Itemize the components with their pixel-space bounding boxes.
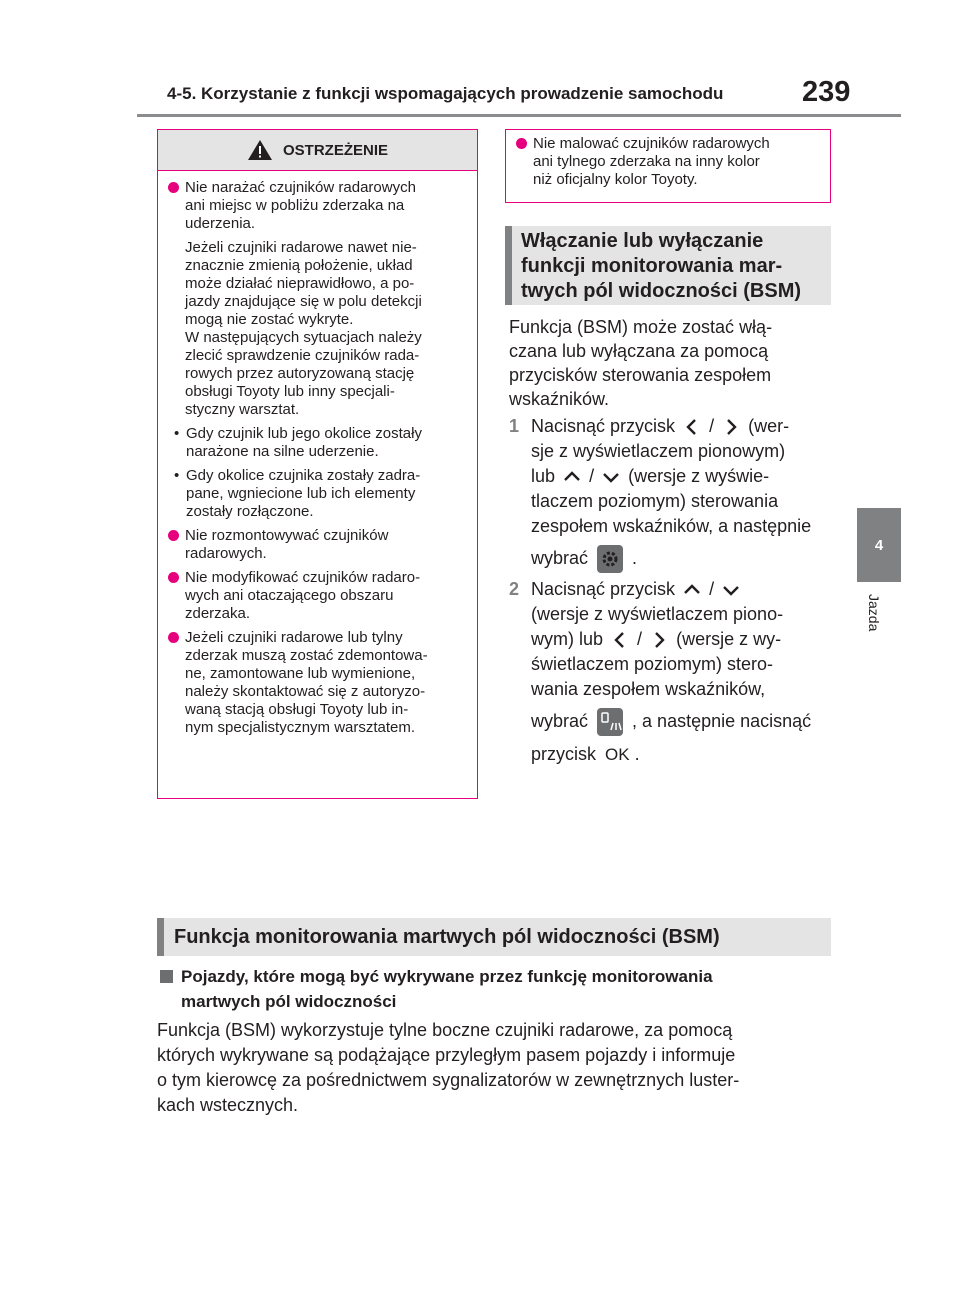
header-divider [137, 114, 901, 117]
running-header: 4-5. Korzystanie z funkcji wspomagających prowadzenie samochodu [167, 84, 724, 103]
warning-sub-item: • Gdy okolice czujnika zostały zadra- pane, wgniecione lub ich elementy zostały rozłączone. [174, 467, 421, 520]
chapter-tab: 4 [857, 508, 901, 582]
warning-header [158, 130, 477, 171]
bullet-dot-icon [168, 632, 179, 643]
bsm-display-icon [597, 708, 623, 736]
chevron-right-icon [722, 418, 740, 436]
warning-triangle-icon [247, 139, 273, 161]
section-heading-bsm-toggle: Włączanie lub wyłączanie funkcji monitorowania mar- twych pól widoczności (BSM) [505, 226, 831, 305]
chapter-label: Jazda [866, 594, 882, 632]
warning-body [158, 171, 477, 737]
chevron-left-icon [683, 418, 701, 436]
step-1: 1 Nacisnąć przycisk / (wer- sje z wyświetlaczem pionowym) lub / (wersje z wyświe- tlaczem poziomym) sterowania zespołem wskaźników, a następnie wybrać . [509, 414, 839, 573]
section-intro: Funkcja (BSM) może zostać włą- czana lub wyłączana za pomocą przycisków sterowania zespołem wskaźników. [509, 317, 773, 409]
step-number: 1 [509, 416, 520, 436]
warning-item: Nie malować czujników radarowych ani tylnego zderzaka na inny kolor niż oficjalny kolor Toyoty. [516, 135, 820, 189]
page-number: 239 [802, 76, 851, 108]
chevron-down-icon [722, 581, 740, 599]
bullet-dot-icon [168, 182, 179, 193]
subsection-heading: Pojazdy, które mogą być wykrywane przez funkcję monitorowania martwych pól widoczności [160, 964, 830, 1014]
warning-item: Nie modyfikować czujników radaro- wych ani otaczającego obszaru zderzaka. [168, 569, 467, 623]
chevron-up-icon [683, 581, 701, 599]
chevron-up-icon [563, 468, 581, 486]
chevron-left-icon [611, 631, 629, 649]
body-paragraph: Funkcja (BSM) wykorzystuje tylne boczne czujniki radarowe, za pomocą których wykrywane są podążające przyległym pasem pojazdy i informuje o tym kierowcę za pośrednictwem sygnalizatorów w zewnętrznych luster- kach wstecznych. [157, 1020, 740, 1115]
step-number: 2 [509, 579, 520, 599]
warning-continuation-box [505, 129, 831, 203]
warning-item: Nie narażać czujników radarowych ani miejsc w pobliżu zderzaka na uderzenia. [168, 179, 467, 233]
warning-item: Nie rozmontowywać czujników radarowych. [168, 527, 467, 563]
settings-gear-icon [597, 545, 623, 573]
warning-item: Jeżeli czujniki radarowe lub tylny zderzak muszą zostać zdemontowa- ne, zamontowane lub wymienione, należy skontaktować się z autoryzo- waną stacją obsługi Toyoty lub in- nym specjalistycznym warsztatem. [168, 629, 467, 737]
chevron-right-icon [650, 631, 668, 649]
bullet-dot-icon [168, 530, 179, 541]
ok-button-icon: OK [605, 745, 630, 764]
section-heading-bsm: Funkcja monitorowania martwych pól widoczności (BSM) [157, 918, 831, 956]
warning-item-detail: Jeżeli czujniki radarowe nawet nie- znacznie zmienią położenie, układ może działać nieprawidłowo, a po- jazdy znajdujące się w polu detekcji mogą nie zostać wykryte. W następujących sytuacjach należy zlecić sprawdzenie czujników rada- rowych przez autoryzowaną stację obsługi Toyoty lub inny specjali- styczny warsztat. [185, 239, 422, 418]
square-bullet-icon [160, 970, 173, 983]
bullet-dot-icon [516, 138, 527, 149]
step-2: 2 Nacisnąć przycisk / (wersje z wyświetlaczem piono- wym) lub / (wersje z wy- świetlaczem poziomym) stero- wania zespołem wskaźników, wybrać , a następnie nacisnąć przycisk OK . [509, 579, 812, 764]
bullet-dot-icon [168, 572, 179, 583]
warning-box [157, 129, 478, 799]
warning-sub-item: • Gdy czujnik lub jego okolice zostały narażone na silne uderzenie. [174, 425, 422, 460]
warning-title: OSTRZEŻENIE [282, 141, 388, 159]
chevron-down-icon [602, 468, 620, 486]
